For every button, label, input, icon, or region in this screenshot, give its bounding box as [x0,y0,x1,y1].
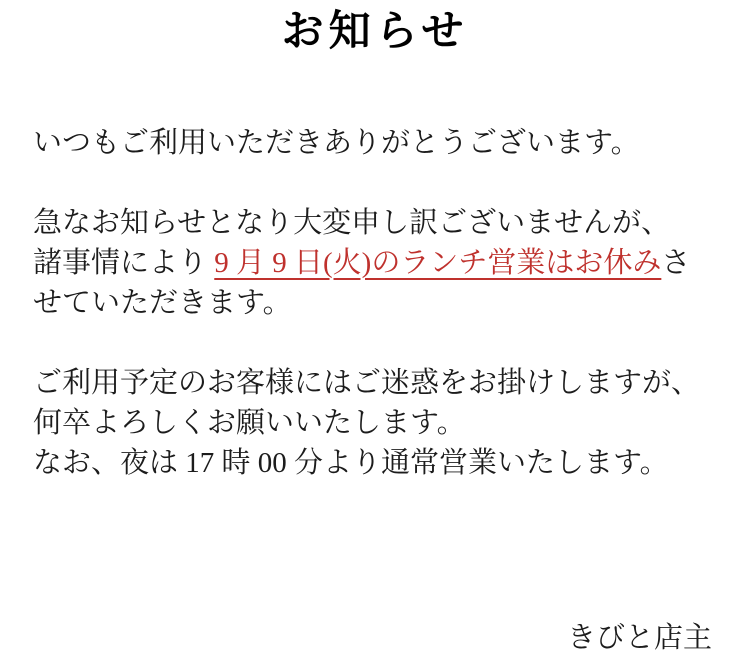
notice-text: 何卒よろしくお願いいたします。 [33,406,466,439]
notice-body [33,123,722,483]
notice-text: 急なお知らせとなり大変申し訳ございませんが、 [33,206,671,239]
notice-paragraph [33,123,722,163]
notice-paragraph [33,203,722,323]
notice-signature: きびと店主 [566,622,712,654]
notice-text: 諸事情により [33,246,215,279]
notice-text: せていただきます。 [33,286,292,319]
notice-text: いつもご利用いただきありがとうございます。 [33,126,640,159]
closure-date-emphasis: 9 月 9 日(火)のランチ営業はお休み [214,246,662,279]
notice-text: ご利用予定のお客様にはご迷惑をお掛けしますが、 [33,366,701,399]
notice-paragraph [33,363,722,483]
notice-title: お知らせ [281,9,469,55]
notice-text: さ [661,246,691,279]
notice-text: なお、夜は 17 時 00 分より通常営業いたします。 [33,446,669,479]
